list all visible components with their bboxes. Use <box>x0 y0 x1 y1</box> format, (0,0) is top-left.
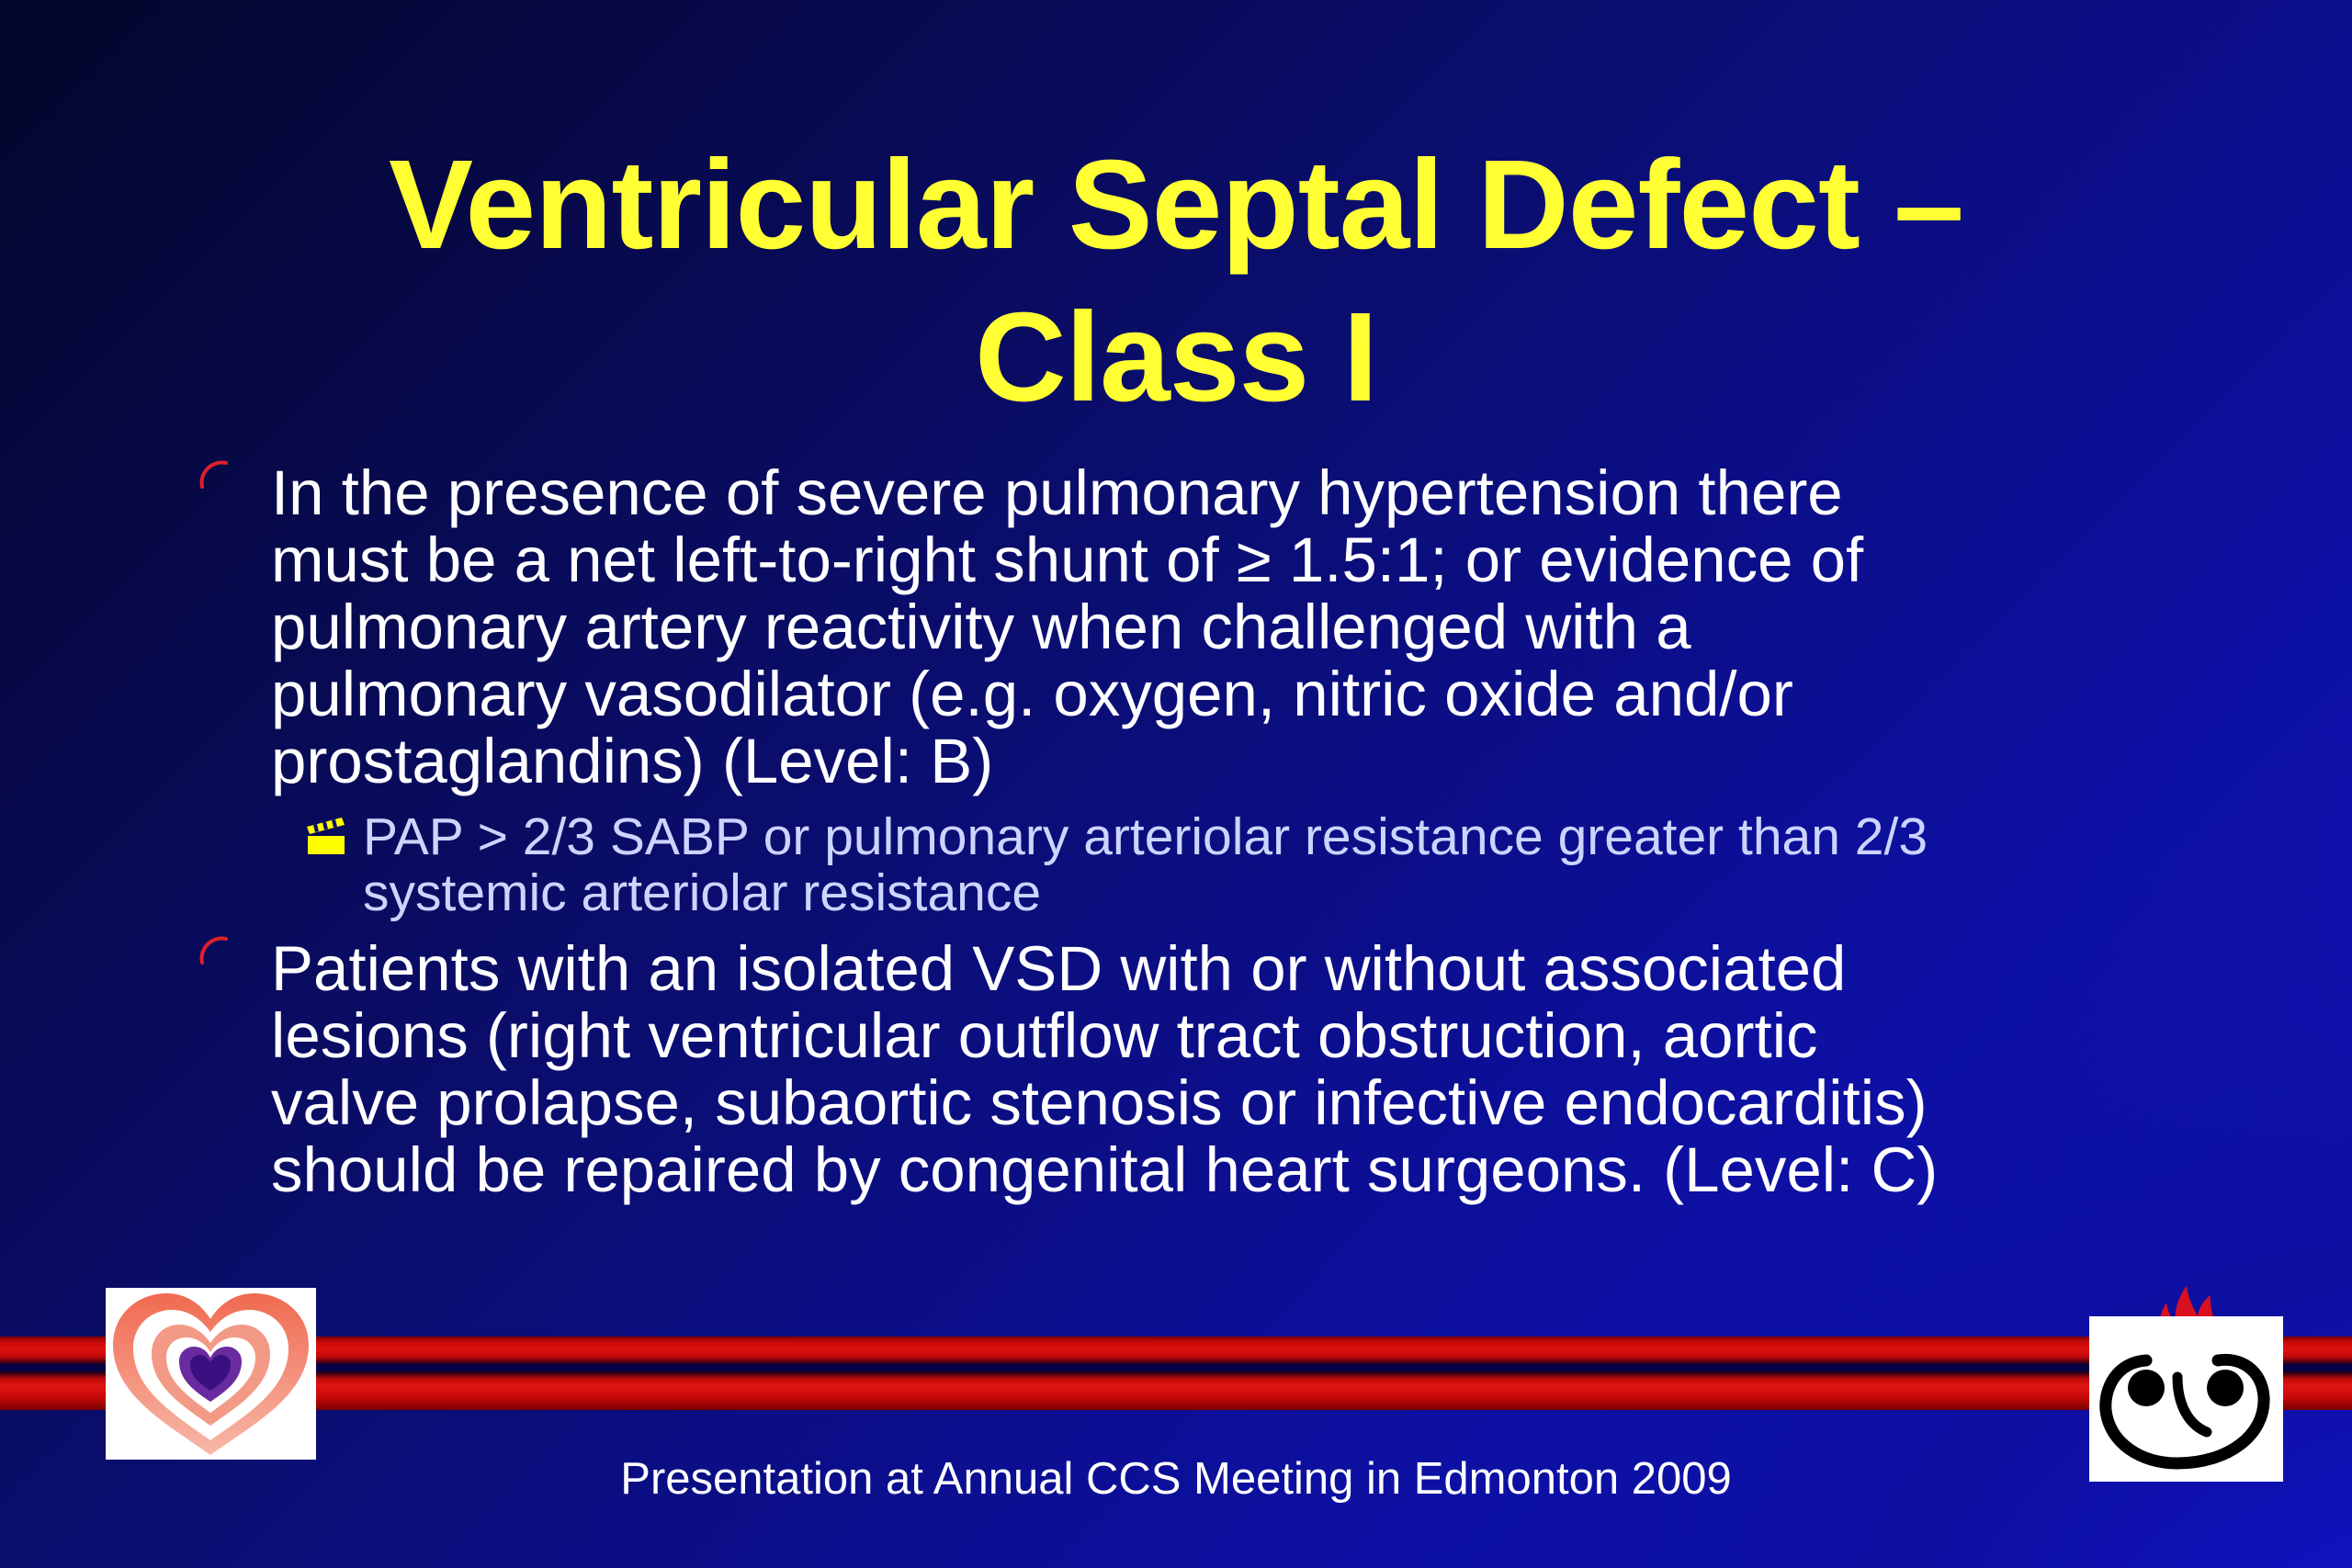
bullet-line: Patients with an isolated VSD with or without associated <box>271 933 1847 1004</box>
sub-bullet-item <box>363 809 1928 921</box>
bullet-item <box>271 935 1938 1203</box>
bullet-item <box>271 459 1863 795</box>
bullet-line: lesions (right ventricular outflow tract obstruction, aortic <box>271 1000 1818 1071</box>
bullet-line: In the presence of severe pulmonary hypertension there <box>271 457 1843 528</box>
heart-logo-icon <box>106 1288 316 1460</box>
bullet-line: must be a net left-to-right shunt of ≥ 1.5:1; or evidence of <box>271 525 1864 595</box>
bullet-line: should be repaired by congenital heart surgeons. (Level: C) <box>271 1134 1939 1205</box>
bullet-line: pulmonary vasodilator (e.g. oxygen, nitric oxide and/or <box>271 659 1793 729</box>
clapperboard-icon <box>305 818 347 856</box>
red-arc-bullet-icon <box>197 935 228 966</box>
bullet-line: prostaglandins) (Level: B) <box>271 726 994 796</box>
slide-title-line: Class I <box>975 287 1377 428</box>
red-arc-bullet-icon <box>197 459 228 491</box>
sub-bullet-line: PAP > 2/3 SABP or pulmonary arteriolar resistance greater than 2/3 <box>363 807 1928 866</box>
bullet-line: valve prolapse, subaortic stenosis or infective endocarditis) <box>271 1067 1928 1138</box>
sub-bullet-line: systemic arteriolar resistance <box>363 863 1042 922</box>
slide-title-line: Ventricular Septal Defect – <box>388 134 1964 276</box>
footer-text: Presentation at Annual CCS Meeting in Edmonton 2009 <box>620 1454 1732 1504</box>
slide-title <box>0 129 2352 434</box>
footer-stripe <box>0 1337 2352 1410</box>
bullet-line: pulmonary artery reactivity when challenged with a <box>271 592 1691 662</box>
